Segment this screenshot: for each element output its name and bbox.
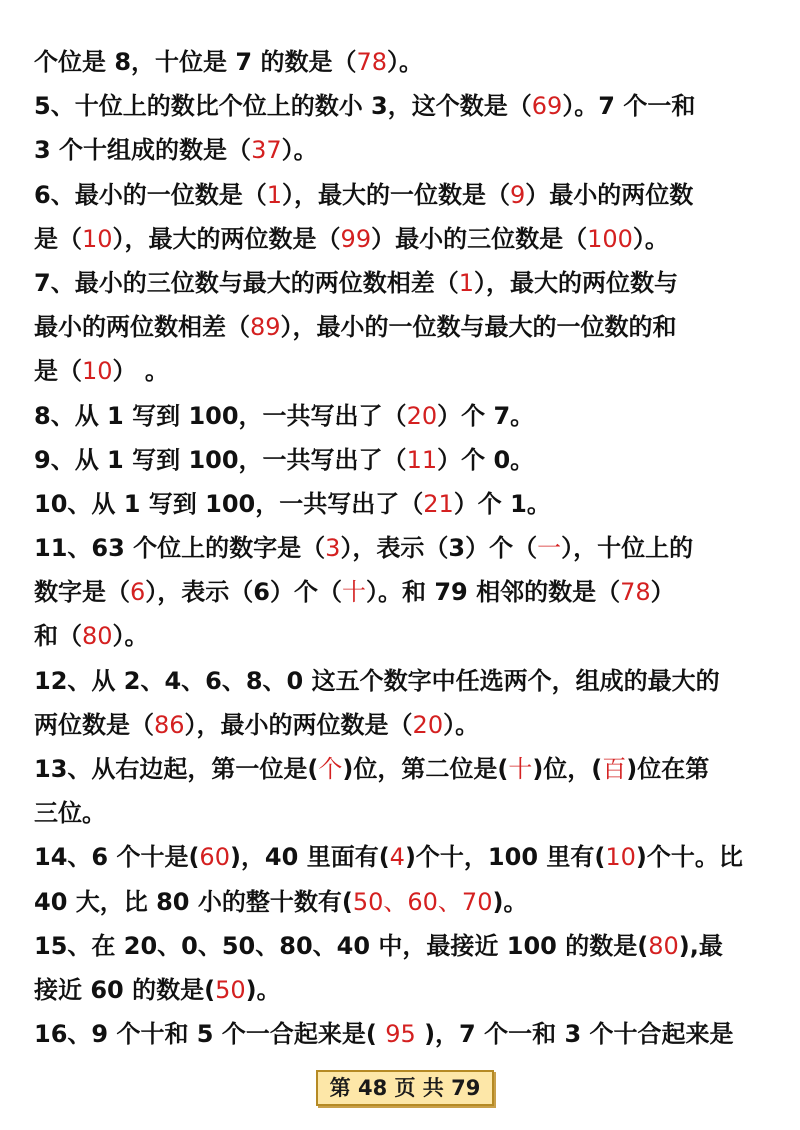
answer-text: 20 [412,710,444,739]
text-line [34,128,774,172]
text-line [34,570,774,614]
question-text: 5、十位上的数比个位上的数小 3，这个数是（ [34,92,532,121]
text-line [34,880,774,924]
question-text: ）最小的两位数 [525,180,694,209]
answer-text: 10 [82,224,113,253]
question-text: 8、从 1 写到 100，一共写出了（ [34,401,407,430]
question-text: 14、6 个十是( [34,843,200,872]
answer-text: 78 [356,48,388,76]
question-text: ） [650,578,675,607]
text-line [34,659,774,703]
text-line [34,791,774,835]
question-text: 10、从 1 写到 100，一共写出了（ [34,489,424,518]
text-line [34,747,774,791]
question-text: ),最 [678,931,723,960]
question-text: )个十，100 里有( [404,843,606,872]
question-text: ），最大的两位数与 [473,268,678,297]
answer-text: 个 [318,755,343,783]
question-text: ），十位上的 [561,534,694,563]
question-text: ）。 [387,48,424,76]
text-line [34,924,774,968]
answer-text: 50、60、70 [352,887,493,916]
question-text: 13、从右边起，第一位是( [34,755,319,783]
question-text: 7、最小的三位数与最大的两位数相差（ [34,268,459,297]
question-text: 是（ [34,357,82,386]
text-line [34,968,774,1012]
question-text: 9、从 1 写到 100，一共写出了（ [34,445,407,474]
question-text: )位在第 [626,755,710,783]
question-text: 两位数是（ [34,710,154,739]
question-text: )个十。比 [635,843,743,872]
answer-text: 10 [605,843,636,872]
question-text: )位，第二位是( [342,755,509,783]
answer-text: 100 [587,224,633,253]
question-text: 最小的两位数相差（ [34,313,250,342]
answer-text: 10 [82,357,113,386]
answer-text: 60 [199,843,230,872]
answer-text: 9 [509,180,526,209]
question-text: 15、在 20、0、50、80、40 中，最接近 100 的数是( [34,931,649,960]
answer-text: 80 [82,622,113,651]
question-text: 和（ [34,622,82,651]
text-line [34,482,774,526]
answer-text: 80 [648,931,679,960]
question-text: ），最小的两位数是（ [184,710,413,739]
question-text: ），表示（3）个（ [340,534,538,563]
question-text: ）。 [443,710,480,739]
question-text: 是（ [34,224,82,253]
question-text: ），最大的两位数是（ [112,224,341,253]
answer-text: 3 [325,534,341,563]
answer-text: 21 [423,489,454,518]
text-line [34,305,774,349]
question-text: 三位。 [34,799,106,828]
question-text: 接近 60 的数是( [34,975,216,1004]
answer-text: 50 [215,975,246,1004]
question-text: ）个 1。 [453,489,551,518]
answer-text: 89 [250,313,281,342]
text-line [34,217,774,261]
question-text: 数字是（ [34,578,130,607]
answer-text: 4 [389,843,405,872]
question-text: ），最大的一位数是（ [281,180,510,209]
question-text: ）。和 79 相邻的数是（ [365,578,621,607]
answer-text: 1 [266,180,282,209]
text-line [34,40,774,84]
answer-text: 一 [537,534,562,563]
text-line [34,835,774,879]
question-text: ）。 [281,136,318,165]
answer-text: 6 [130,578,146,607]
question-text: ） 。 [112,357,169,386]
question-text: ），表示（6）个（ [145,578,342,607]
question-text: ）个 7。 [437,401,535,430]
text-line [34,614,774,658]
answer-text: 十 [508,755,533,783]
question-text: 40 大，比 80 小的整十数有( [34,887,353,916]
answer-text: 78 [620,578,651,607]
question-text: ）个 0。 [437,445,535,474]
question-text: )，7 个一和 3 个十合起来是 [415,1020,734,1049]
answer-text: 百 [602,755,627,783]
answer-text: 11 [406,445,438,474]
answer-text: 86 [154,710,185,739]
question-text: 12、从 2、4、6、8、0 这五个数字中任选两个，组成的最大的 [34,666,720,695]
page-number-badge: 第 48 页 共 79 [316,1070,494,1106]
text-line [34,1012,774,1056]
question-text: ），最小的一位数与最大的一位数的和 [280,313,677,342]
question-text: )，40 里面有( [229,843,390,872]
text-line [34,173,774,217]
question-text: 16、9 个十和 5 个一合起来是( [34,1020,386,1049]
question-text: )。 [245,975,281,1004]
text-line [34,438,774,482]
text-line [34,349,774,393]
answer-text: 十 [341,578,366,607]
text-line [34,394,774,438]
question-text: ）。 [112,622,149,651]
answer-text: 20 [406,401,438,430]
answer-text: 95 [385,1020,416,1049]
question-text: )位，( [532,755,603,783]
answer-text: 99 [340,224,372,253]
question-text: ）。7 个一和 [562,92,696,121]
answer-text: 1 [458,268,474,297]
answer-text: 69 [531,92,563,121]
question-text: 11、63 个位上的数字是（ [34,534,326,563]
question-text: ）最小的三位数是（ [371,224,588,253]
question-text: 6、最小的一位数是（ [34,180,267,209]
answer-text: 37 [251,136,282,165]
text-line [34,261,774,305]
text-line [34,526,774,570]
question-text: 3 个十组成的数是（ [34,136,252,165]
question-text: )。 [492,887,528,916]
document-body [34,40,774,1056]
text-line [34,84,774,128]
question-text: 个位是 8，十位是 7 的数是（ [34,48,357,76]
text-line [34,703,774,747]
question-text: ）。 [632,224,669,253]
